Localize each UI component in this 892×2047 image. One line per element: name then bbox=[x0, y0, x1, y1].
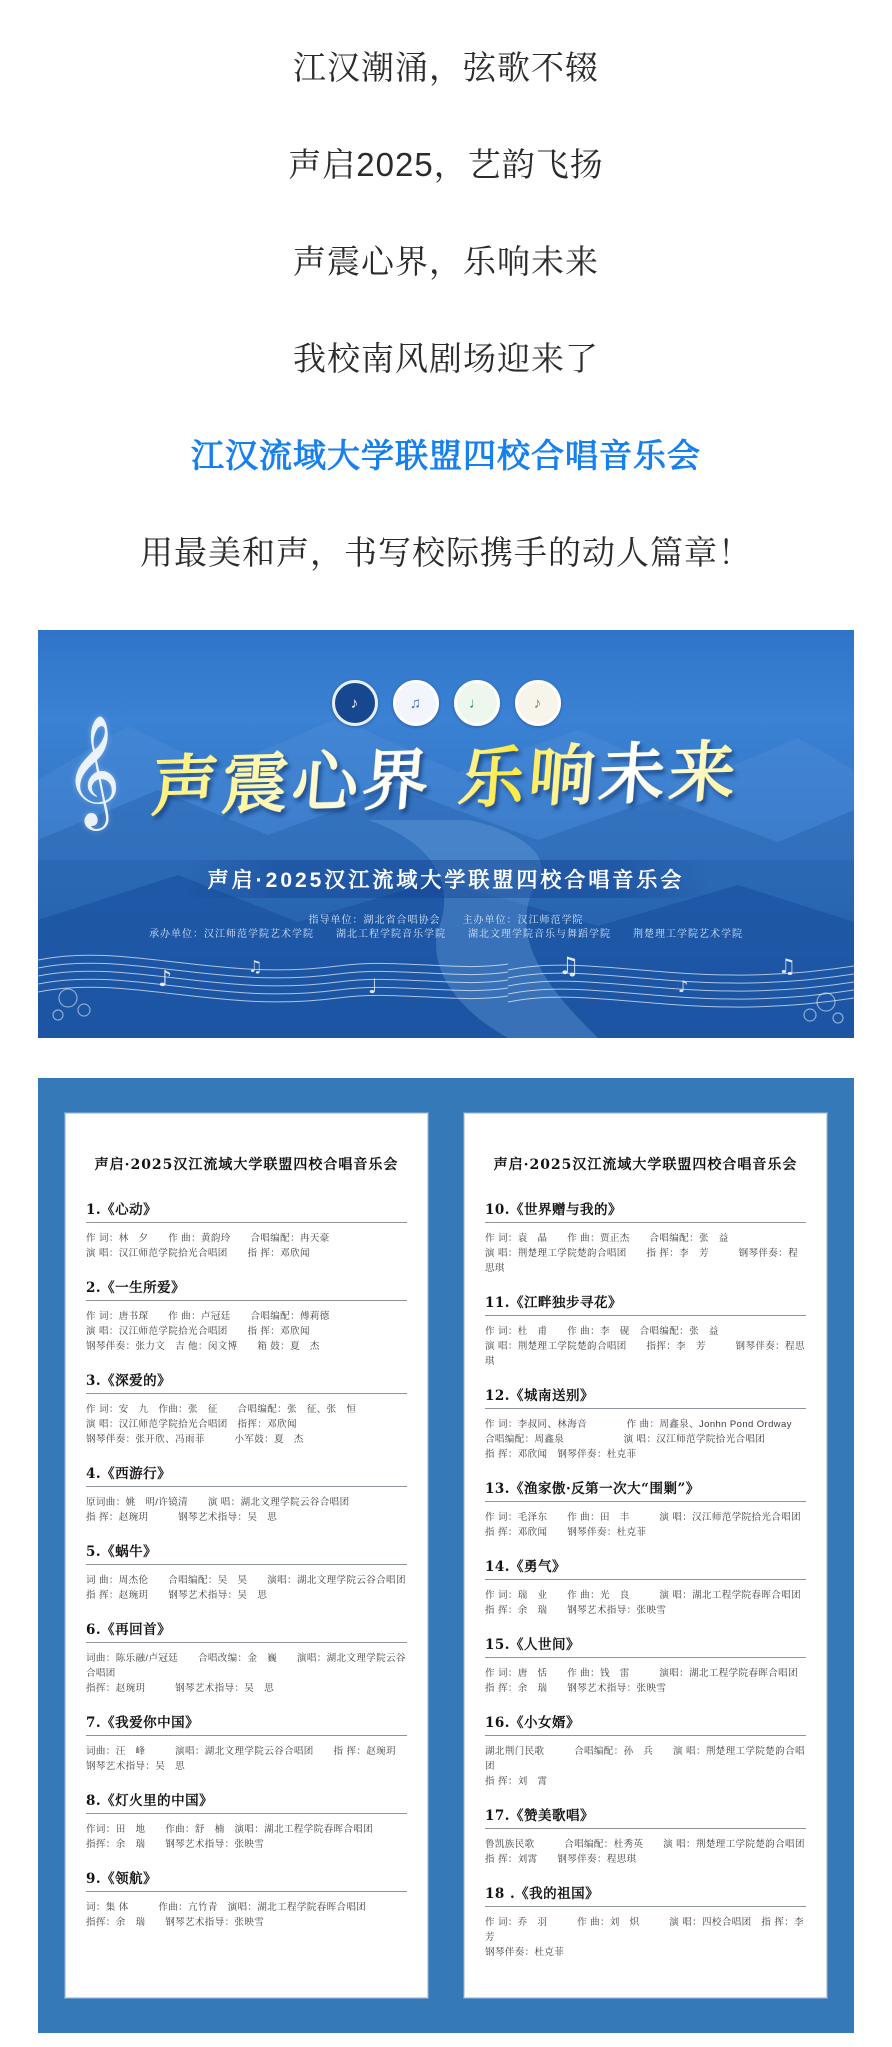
song-title: 7.《我爱你中国》 bbox=[86, 1711, 407, 1736]
credit-line: 合唱编配：周鑫泉 演 唱：汉江师范学院拾光合唱团 bbox=[485, 1434, 766, 1445]
program-page-left bbox=[65, 1113, 428, 1998]
intro-line: 声震心界，乐响未来 bbox=[293, 243, 599, 280]
music-note-icon: ♫ bbox=[778, 954, 796, 978]
credit-line: 词曲：汪 峰 演唱：湖北文理学院云谷合唱团 指 挥：赵琬玥 bbox=[86, 1746, 396, 1757]
program-item bbox=[86, 1789, 407, 1852]
song-title: 8.《灯火里的中国》 bbox=[86, 1789, 407, 1814]
credit-line: 指 挥：赵琬玥 钢琴艺术指导：吴 思 bbox=[86, 1590, 268, 1601]
credit-line: 演 唱：荆楚理工学院楚韵合唱团 指挥：李 芳 钢琴伴奏：程思琪 bbox=[485, 1341, 805, 1367]
program-item bbox=[86, 1867, 407, 1930]
credit-line: 指 挥：邓欣闻 钢琴伴奏：杜克菲 bbox=[485, 1449, 637, 1460]
song-title: 13.《渔家傲·反第一次大“围剿”》 bbox=[485, 1477, 806, 1502]
credit-lines bbox=[485, 1744, 806, 1789]
program-item bbox=[86, 1711, 407, 1774]
credit-line: 钢琴伴奏：张开欣、冯雨菲 小军鼓：夏 杰 bbox=[86, 1434, 304, 1445]
credit-line: 作 词：杜 甫 作 曲：李 砚 合唱编配：张 益 bbox=[485, 1326, 719, 1337]
credit-line: 演 唱：汉江师范学院拾光合唱团 指 挥：邓欣闻 bbox=[86, 1248, 310, 1259]
song-title: 14.《勇气》 bbox=[485, 1555, 806, 1580]
program-item bbox=[485, 1804, 806, 1867]
program-item bbox=[485, 1711, 806, 1789]
program-page-title: 声启·2025汉江流域大学联盟四校合唱音乐会 bbox=[94, 1157, 399, 1173]
song-title: 10.《世界赠与我的》 bbox=[485, 1198, 806, 1223]
credit-lines bbox=[86, 1900, 407, 1930]
credit-line: 指 挥：余 瑞 钢琴艺术指导：张映雪 bbox=[485, 1605, 667, 1616]
poster-title-part2: 乐响未来 bbox=[455, 732, 743, 818]
music-note-icon: ♫ bbox=[248, 957, 263, 976]
credit-line: 词 曲：周杰伦 合唱编配：吴 昊 演唱：湖北文理学院云谷合唱团 bbox=[86, 1575, 406, 1586]
program-item bbox=[485, 1198, 806, 1276]
concert-poster-banner bbox=[38, 630, 854, 1038]
credit-line: 指挥：余 瑞 钢琴艺术指导：张映雪 bbox=[86, 1917, 265, 1928]
song-title: 17.《赞美歌唱》 bbox=[485, 1804, 806, 1829]
music-note-icon: ♪ bbox=[678, 977, 689, 996]
university-logo-4-icon: ♪ bbox=[515, 680, 561, 726]
credit-line: 词：集 体 作曲：亢竹青 演唱：湖北工程学院春晖合唱团 bbox=[86, 1902, 367, 1913]
credit-lines bbox=[485, 1666, 806, 1696]
credit-line: 指 挥：余 瑞 钢琴艺术指导：张映雪 bbox=[485, 1683, 667, 1694]
organizer-line-1: 指导单位：湖北省合唱协会 主办单位：汉江师范学院 bbox=[308, 915, 584, 926]
program-item bbox=[86, 1198, 407, 1261]
music-note-icon: ♩ bbox=[368, 974, 378, 998]
music-note-icon: ♪ bbox=[158, 967, 173, 992]
credit-lines bbox=[86, 1822, 407, 1852]
program-item bbox=[485, 1477, 806, 1540]
program-items-left bbox=[86, 1198, 407, 1930]
credit-line: 演 唱：汉江师范学院拾光合唱团 指挥：邓欣闻 bbox=[86, 1419, 297, 1430]
credit-line: 原词曲：姚 明/许镜清 演 唱：湖北文理学院云谷合唱团 bbox=[86, 1497, 350, 1508]
song-title: 4.《西游行》 bbox=[86, 1462, 407, 1487]
credit-line: 作 词：瑞 业 作 曲：光 良 演 唱：湖北工程学院春晖合唱团 bbox=[485, 1590, 802, 1601]
credit-line: 演 唱：荆楚理工学院楚韵合唱团 指 挥：李 芳 钢琴伴奏：程思琪 bbox=[485, 1248, 798, 1274]
credit-line: 鲁凯族民歌 合唱编配：杜秀英 演 唱：荆楚理工学院楚韵合唱团 bbox=[485, 1839, 805, 1850]
credit-line: 词曲：陈乐融/卢冠廷 合唱改编：金 巍 演唱：湖北文理学院云谷合唱团 bbox=[86, 1653, 406, 1679]
program-item bbox=[86, 1618, 407, 1696]
credit-line: 指挥：赵琬玥 钢琴艺术指导：吴 思 bbox=[86, 1683, 275, 1694]
credit-lines bbox=[86, 1402, 407, 1447]
program-item bbox=[86, 1462, 407, 1525]
song-title: 15.《人世间》 bbox=[485, 1633, 806, 1658]
credit-line: 指挥：余 瑞 钢琴艺术指导：张映雪 bbox=[86, 1839, 265, 1850]
song-title: 12.《城南送别》 bbox=[485, 1384, 806, 1409]
university-logo-1-icon: ♪ bbox=[332, 680, 378, 726]
credit-line: 作 词：唐书琛 作 曲：卢冠廷 合唱编配：傅莉德 bbox=[86, 1311, 330, 1322]
credit-line: 作 词：乔 羽 作 曲：刘 炽 演 唱：四校合唱团 指 挥：李 芳 bbox=[485, 1917, 814, 1943]
credit-line: 作 词：毛泽东 作 曲：田 丰 演 唱：汉江师范学院拾光合唱团 bbox=[485, 1512, 802, 1523]
song-title: 18 .《我的祖国》 bbox=[485, 1882, 806, 1907]
credit-lines bbox=[485, 1231, 806, 1276]
intro-line: 声启2025，艺韵飞扬 bbox=[288, 146, 604, 183]
credit-lines bbox=[485, 1417, 806, 1462]
program-item bbox=[86, 1540, 407, 1603]
program-page-title: 声启·2025汉江流域大学联盟四校合唱音乐会 bbox=[493, 1157, 798, 1173]
credit-line: 钢琴伴奏：张力文 吉 他：闵文博 箱 鼓：夏 杰 bbox=[86, 1341, 320, 1352]
university-logo-2-icon: ♫ bbox=[393, 680, 439, 726]
credit-line: 钢琴艺术指导：吴 思 bbox=[86, 1761, 186, 1772]
credit-lines bbox=[86, 1744, 407, 1774]
program-items-right bbox=[485, 1198, 814, 1960]
poster-title-part1: 声震心界 bbox=[148, 740, 436, 826]
intro-line: 江汉潮涌，弦歌不辍 bbox=[293, 49, 599, 86]
song-title: 6.《再回首》 bbox=[86, 1618, 407, 1643]
intro-line: 我校南风剧场迎来了 bbox=[293, 340, 599, 377]
song-title: 16.《小女婿》 bbox=[485, 1711, 806, 1736]
intro-line: 用最美和声，书写校际携手的动人篇章！ bbox=[140, 534, 752, 571]
credit-line: 作 词：李叔同、林海音 作 曲：周鑫泉、Jonhn Pond Ordway bbox=[485, 1419, 792, 1430]
concert-link-text[interactable]: 江汉流域大学联盟四校合唱音乐会 bbox=[191, 437, 701, 474]
credit-lines bbox=[485, 1324, 806, 1369]
credit-line: 演 唱：汉江师范学院拾光合唱团 指 挥：邓欣闻 bbox=[86, 1326, 310, 1337]
organizer-line-2: 承办单位：汉江师范学院艺术学院 湖北工程学院音乐学院 湖北文理学院音乐与舞蹈学院 荆楚理工学院艺术学院 bbox=[149, 929, 743, 940]
credit-line: 钢琴伴奏：杜克菲 bbox=[485, 1947, 565, 1958]
credit-lines bbox=[86, 1309, 407, 1354]
credit-lines bbox=[86, 1495, 407, 1525]
credit-line: 指 挥：赵琬玥 钢琴艺术指导：吴 思 bbox=[86, 1512, 278, 1523]
program-item bbox=[485, 1291, 806, 1369]
credit-line: 作 词：唐 恬 作 曲：钱 雷 演唱：湖北工程学院春晖合唱团 bbox=[485, 1668, 798, 1679]
intro-section bbox=[0, 0, 892, 573]
credit-line: 作 词：袁 晶 作 曲：贾正杰 合唱编配：张 益 bbox=[485, 1233, 729, 1244]
credit-lines bbox=[485, 1837, 806, 1867]
song-title: 11.《江畔独步寻花》 bbox=[485, 1291, 806, 1316]
song-title: 1.《心动》 bbox=[86, 1198, 407, 1223]
program-item bbox=[485, 1384, 806, 1462]
program-item bbox=[86, 1369, 407, 1447]
credit-lines bbox=[485, 1510, 806, 1540]
credit-line: 作 词：林 夕 作 曲：黄韵玲 合唱编配：冉天豪 bbox=[86, 1233, 330, 1244]
credit-line: 作词：田 地 作曲：舒 楠 演唱：湖北工程学院春晖合唱团 bbox=[86, 1824, 374, 1835]
program-item bbox=[485, 1555, 806, 1618]
music-note-icon: ♫ bbox=[558, 952, 580, 980]
program-section bbox=[38, 1078, 854, 2033]
credit-line: 指 挥：刘 霄 bbox=[485, 1776, 548, 1787]
credit-lines bbox=[86, 1651, 407, 1696]
credit-lines bbox=[485, 1915, 814, 1960]
credit-line: 指 挥：刘霄 钢琴伴奏：程思琪 bbox=[485, 1854, 637, 1865]
song-title: 5.《蜗牛》 bbox=[86, 1540, 407, 1565]
song-title: 9.《领航》 bbox=[86, 1867, 407, 1892]
program-page-right bbox=[464, 1113, 827, 1998]
program-item bbox=[86, 1276, 407, 1354]
program-item bbox=[485, 1633, 806, 1696]
song-title: 2.《一生所爱》 bbox=[86, 1276, 407, 1301]
credit-line: 作 词：安 九 作曲：张 征 合唱编配：张 征、张 恒 bbox=[86, 1404, 357, 1415]
poster-subtitle: 声启·2025汉江流域大学联盟四校合唱音乐会 bbox=[38, 860, 854, 898]
university-logo-3-icon: ♩ bbox=[454, 680, 500, 726]
organizer-lines bbox=[38, 914, 854, 942]
credit-line: 指 挥：邓欣闻 钢琴伴奏：杜克菲 bbox=[485, 1527, 647, 1538]
credit-lines bbox=[86, 1573, 407, 1603]
credit-line: 湖北荆门民歌 合唱编配：孙 兵 演 唱：荆楚理工学院楚韵合唱团 bbox=[485, 1746, 805, 1772]
song-title: 3.《深爱的》 bbox=[86, 1369, 407, 1394]
credit-lines bbox=[86, 1231, 407, 1261]
program-item bbox=[485, 1882, 814, 1960]
credit-lines bbox=[485, 1588, 806, 1618]
